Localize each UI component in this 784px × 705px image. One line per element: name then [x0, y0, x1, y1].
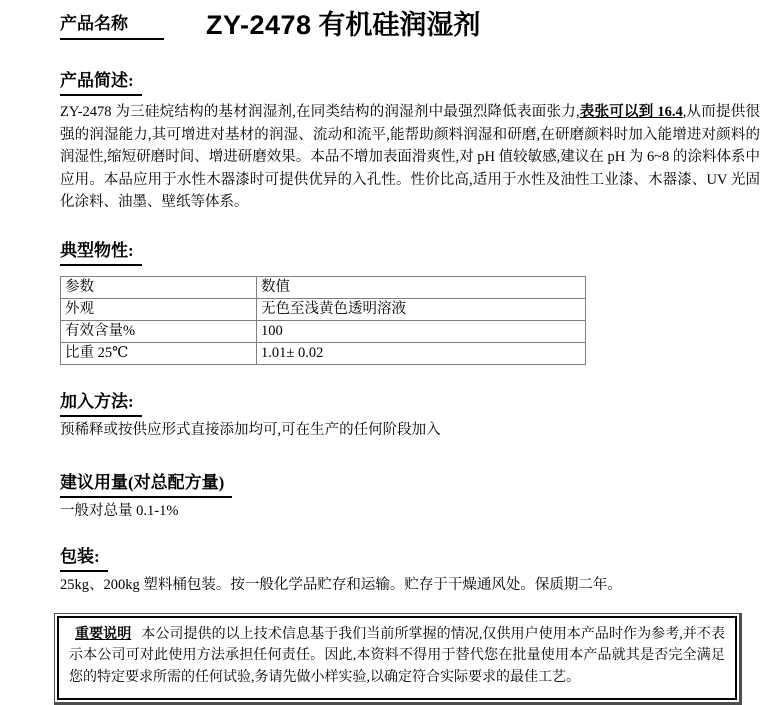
col-header-value: 数值: [257, 276, 586, 298]
addition-heading: 加入方法:: [60, 391, 142, 417]
cell-parameter: 比重 25℃: [61, 342, 257, 364]
cell-parameter: 有效含量%: [61, 320, 257, 342]
title-row: [60, 10, 760, 40]
notice-text: 本公司提供的以上技术信息基于我们当前所掌握的情况,仅供用户使用本产品时作为参考,并不表示本公司可对此使用方法承担任何责任。因此,本资料不得用于替代您在批量使用本产品就其是否完全满足您的特定要求所需的任何试验,务请先做小样实验,以确定符合实际要求的最佳工艺。: [69, 626, 726, 685]
section-addition: [60, 365, 760, 442]
brief-text-before: ZY-2478 为三硅烷结构的基材润湿剂,在同类结构的润湿剂中最强烈降低表面张力,: [60, 104, 580, 120]
product-code: ZY-2478: [206, 10, 312, 40]
table-row: [61, 342, 586, 364]
section-dosage: [60, 442, 760, 523]
important-notice-box: [54, 613, 742, 705]
product-name-label: 产品名称: [60, 13, 164, 40]
properties-table: [60, 276, 586, 365]
cell-value: 无色至浅黄色透明溶液: [257, 298, 586, 320]
notice-label: 重要说明: [75, 626, 132, 642]
table-row: [61, 320, 586, 342]
dosage-heading: 建议用量(对总配方量): [60, 472, 232, 498]
brief-text-highlight: 表张可以到 16.4: [579, 104, 683, 120]
page-title: [206, 10, 480, 40]
section-brief: [60, 40, 760, 214]
brief-heading: 产品简述:: [60, 70, 142, 96]
brief-text-after: ,从而提供很强的润湿能力,其可增进对基材的润湿、流动和流平,能帮助颜料润湿和研磨,在研磨颜料时加入能增进对颜料的润湿性,缩短研磨时间、增进研磨效果。本品不增加表面滑爽性,对 pH 值较敏感,建议在 pH 为 6~8 的涂料体系中应用。本品应用于水性木器漆时可提供优异的入孔性。性价比高,适用于水性及油性工业漆、木器漆、UV 光固化涂料、油墨、壁纸等体系。: [60, 104, 760, 211]
important-notice-content: [57, 616, 737, 701]
section-properties: [60, 214, 760, 365]
brief-paragraph: [60, 101, 760, 214]
section-packaging: [60, 522, 760, 597]
product-name: 有机硅润湿剂: [318, 10, 481, 40]
addition-text: 预稀释或按供应形式直接添加均可,可在生产的任何阶段加入: [60, 421, 441, 438]
dosage-text: 一般对总量 0.1-1%: [60, 502, 179, 519]
table-row: [61, 298, 586, 320]
col-header-parameter: 参数: [61, 276, 257, 298]
cell-value: 100: [257, 320, 586, 342]
table-header-row: [61, 276, 586, 298]
cell-value: 1.01± 0.02: [257, 342, 586, 364]
properties-heading: 典型物性:: [60, 240, 142, 266]
packaging-text: 25kg、200kg 塑料桶包装。按一般化学品贮存和运输。贮存于干燥通风处。保质期二年。: [60, 577, 622, 594]
packaging-heading: 包装:: [60, 546, 108, 572]
cell-parameter: 外观: [61, 298, 257, 320]
